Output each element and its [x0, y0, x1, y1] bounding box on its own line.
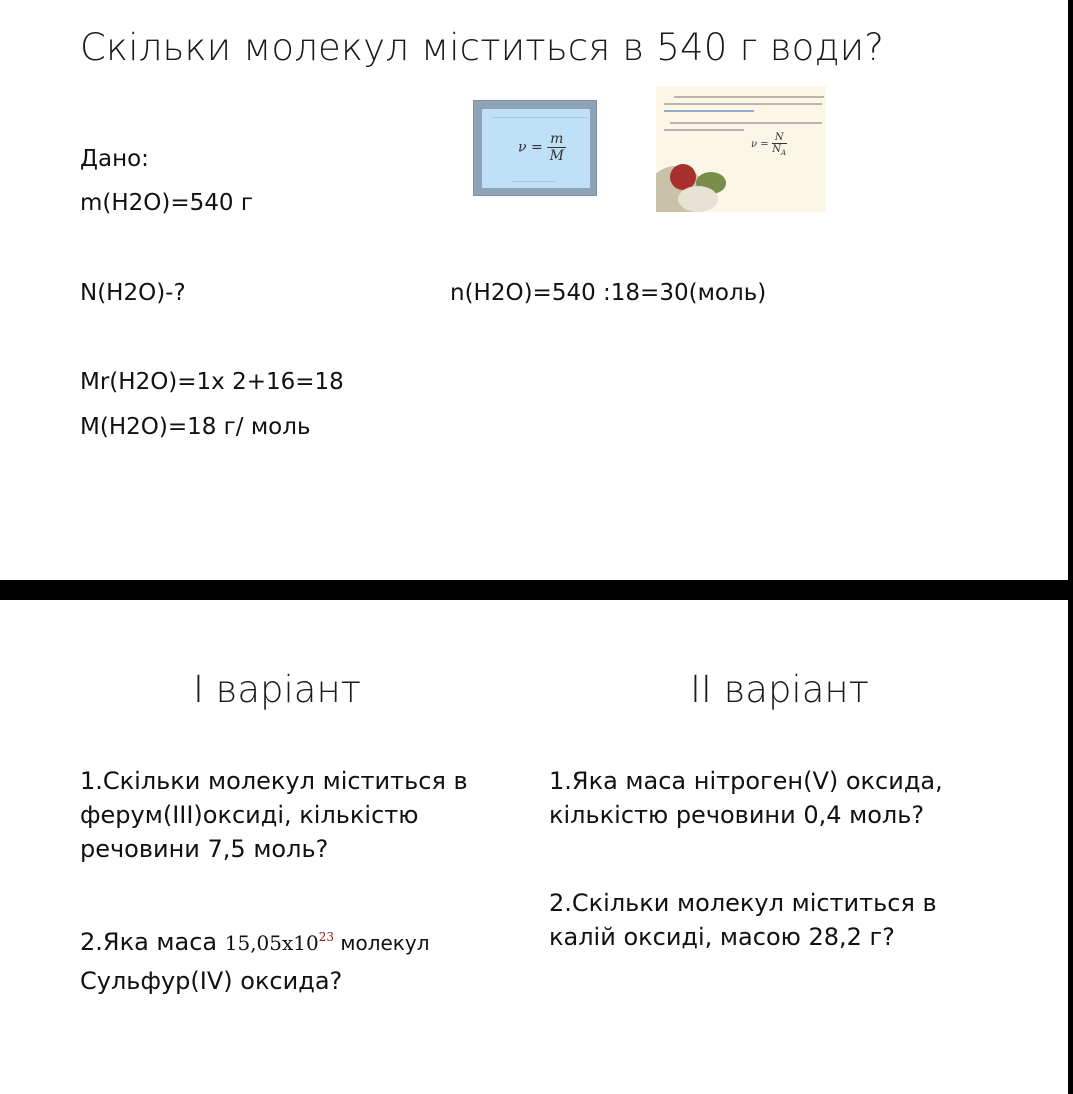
formula-thumbnail-1 [473, 100, 597, 196]
variant-2-heading: ІІ варіант [690, 668, 869, 711]
slide-title: Скільки молекул міститься в 540 г води? [80, 26, 885, 69]
thumbnail-2-text-line [670, 122, 822, 124]
food-image-plate [678, 186, 718, 212]
molecule-count: 15,05х10 [224, 931, 319, 955]
thumbnail-1-caption-line [512, 181, 556, 182]
find-quantity: N(H2O)-? [80, 280, 186, 306]
slide-2 [0, 600, 1068, 1094]
thumbnail-2-text-line [664, 103, 822, 105]
given-label: Дано: [80, 146, 149, 172]
variant-1-task-2: 2.Яка маса $15,05х10^{23}$ молекул [80, 928, 430, 956]
relative-mass-calculation: Mr(H2O)=1х 2+16=18 [80, 369, 344, 395]
formula-thumbnail-2 [656, 86, 826, 212]
slide-divider [0, 580, 1073, 600]
variant-1-heading: І варіант [193, 668, 361, 711]
thumbnail-2-highlight-line [664, 110, 754, 112]
thumbnail-2-text-line [664, 129, 744, 131]
variant-2-task-2: 2.Скільки молекул міститься в калій оксиді, масою 28,2 г? [549, 889, 937, 951]
amount-calculation: n(H2O)=540 :18=30(моль) [450, 280, 767, 306]
given-mass: m(H2O)=540 г [80, 190, 253, 216]
variant-1-task-2-line-2: Сульфур(IV) оксида? [80, 967, 343, 995]
exponent: 23 [318, 930, 335, 944]
molar-mass: M(H2O)=18 г/ моль [80, 414, 311, 440]
thumbnail-1-formula: ν = $\frac{m}{M}$ [518, 131, 566, 164]
thumbnail-2-formula: ν = $\frac{N}{N_A}$ [751, 132, 787, 157]
variant-1-task-1: 1.Скільки молекул міститься в ферум(III)оксиді, кількістю речовини 7,5 моль? [80, 767, 468, 863]
thumbnail-2-text-line [674, 96, 824, 98]
variant-2-task-1: 1.Яка маса нітроген(V) оксида, кількістю речовини 0,4 моль? [549, 767, 943, 829]
thumbnail-1-text-lines [492, 117, 587, 118]
slide-right-edge [1068, 0, 1073, 1094]
thumbnail-1-panel [482, 109, 590, 188]
